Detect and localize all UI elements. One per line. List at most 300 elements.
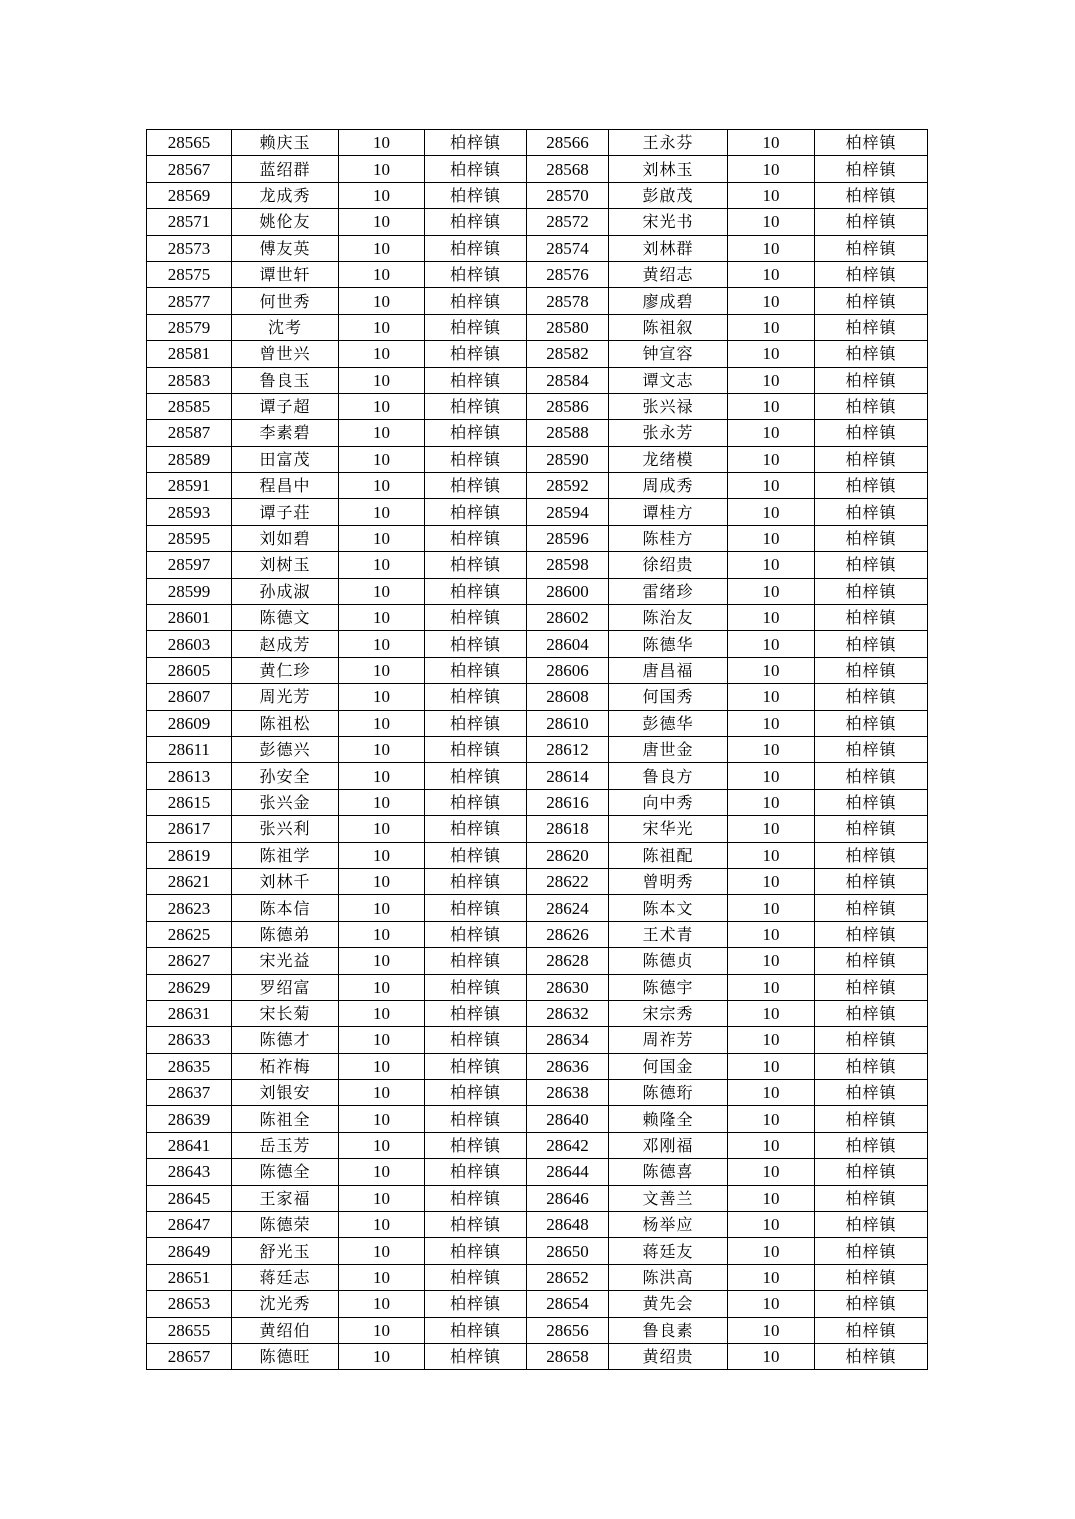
value-cell: 10: [339, 842, 425, 868]
value-cell: 10: [728, 1264, 815, 1290]
value-cell: 10: [728, 1343, 815, 1369]
value-cell: 10: [728, 789, 815, 815]
record-id-cell: 28610: [527, 710, 609, 736]
town-cell: 柏梓镇: [815, 1317, 928, 1343]
value-cell: 10: [728, 156, 815, 182]
value-cell: 10: [728, 314, 815, 340]
record-id-cell: 28623: [147, 895, 232, 921]
value-cell: 10: [339, 235, 425, 261]
record-id-cell: 28578: [527, 288, 609, 314]
record-id-cell: 28597: [147, 552, 232, 578]
table-row: [147, 763, 928, 789]
table-row: [147, 182, 928, 208]
town-cell: 柏梓镇: [815, 393, 928, 419]
value-cell: 10: [339, 1053, 425, 1079]
town-cell: 柏梓镇: [425, 393, 527, 419]
value-cell: 10: [728, 1000, 815, 1026]
record-id-cell: 28571: [147, 209, 232, 235]
value-cell: 10: [339, 261, 425, 287]
table-row: [147, 842, 928, 868]
person-name-cell: 孙成淑: [232, 578, 339, 604]
value-cell: 10: [339, 710, 425, 736]
person-name-cell: 何世秀: [232, 288, 339, 314]
value-cell: 10: [339, 341, 425, 367]
person-name-cell: 陈德喜: [609, 1159, 728, 1185]
table-row: [147, 130, 928, 156]
town-cell: 柏梓镇: [425, 816, 527, 842]
table-row: [147, 1264, 928, 1290]
table-row: [147, 1080, 928, 1106]
record-id-cell: 28607: [147, 684, 232, 710]
value-cell: 10: [728, 1159, 815, 1185]
value-cell: 10: [728, 710, 815, 736]
person-name-cell: 龙成秀: [232, 182, 339, 208]
record-id-cell: 28657: [147, 1343, 232, 1369]
table-row: [147, 1291, 928, 1317]
record-id-cell: 28593: [147, 499, 232, 525]
person-name-cell: 傅友英: [232, 235, 339, 261]
person-name-cell: 陈祖全: [232, 1106, 339, 1132]
value-cell: 10: [339, 446, 425, 472]
table-row: [147, 261, 928, 287]
record-id-cell: 28629: [147, 974, 232, 1000]
value-cell: 10: [339, 657, 425, 683]
table-row: [147, 1212, 928, 1238]
town-cell: 柏梓镇: [425, 763, 527, 789]
record-id-cell: 28627: [147, 948, 232, 974]
value-cell: 10: [728, 182, 815, 208]
record-id-cell: 28582: [527, 341, 609, 367]
town-cell: 柏梓镇: [815, 1291, 928, 1317]
record-id-cell: 28649: [147, 1238, 232, 1264]
table-row: [147, 605, 928, 631]
person-name-cell: 赖庆玉: [232, 130, 339, 156]
value-cell: 10: [728, 1080, 815, 1106]
value-cell: 10: [728, 631, 815, 657]
record-id-cell: 28626: [527, 921, 609, 947]
value-cell: 10: [339, 1027, 425, 1053]
record-id-cell: 28639: [147, 1106, 232, 1132]
town-cell: 柏梓镇: [425, 1053, 527, 1079]
value-cell: 10: [728, 552, 815, 578]
person-name-cell: 陈本信: [232, 895, 339, 921]
town-cell: 柏梓镇: [815, 1264, 928, 1290]
table-row: [147, 868, 928, 894]
value-cell: 10: [339, 1000, 425, 1026]
value-cell: 10: [339, 1159, 425, 1185]
record-id-cell: 28650: [527, 1238, 609, 1264]
person-name-cell: 陈德弟: [232, 921, 339, 947]
record-id-cell: 28633: [147, 1027, 232, 1053]
town-cell: 柏梓镇: [425, 552, 527, 578]
record-id-cell: 28590: [527, 446, 609, 472]
value-cell: 10: [728, 1212, 815, 1238]
town-cell: 柏梓镇: [815, 1053, 928, 1079]
record-id-cell: 28606: [527, 657, 609, 683]
person-name-cell: 彭德兴: [232, 736, 339, 762]
person-name-cell: 黄绍志: [609, 261, 728, 287]
town-cell: 柏梓镇: [425, 209, 527, 235]
value-cell: 10: [339, 1291, 425, 1317]
person-name-cell: 孙安全: [232, 763, 339, 789]
value-cell: 10: [339, 736, 425, 762]
table-row: [147, 1238, 928, 1264]
record-id-cell: 28598: [527, 552, 609, 578]
record-id-cell: 28644: [527, 1159, 609, 1185]
town-cell: 柏梓镇: [815, 1238, 928, 1264]
person-name-cell: 刘银安: [232, 1080, 339, 1106]
person-name-cell: 何国金: [609, 1053, 728, 1079]
roster-body: [147, 130, 928, 1370]
value-cell: 10: [728, 657, 815, 683]
record-id-cell: 28648: [527, 1212, 609, 1238]
town-cell: 柏梓镇: [425, 1343, 527, 1369]
town-cell: 柏梓镇: [425, 473, 527, 499]
table-row: [147, 420, 928, 446]
town-cell: 柏梓镇: [815, 235, 928, 261]
table-row: [147, 578, 928, 604]
table-row: [147, 552, 928, 578]
record-id-cell: 28587: [147, 420, 232, 446]
table-row: [147, 393, 928, 419]
person-name-cell: 向中秀: [609, 789, 728, 815]
town-cell: 柏梓镇: [815, 552, 928, 578]
town-cell: 柏梓镇: [425, 605, 527, 631]
person-name-cell: 王永芬: [609, 130, 728, 156]
record-id-cell: 28585: [147, 393, 232, 419]
town-cell: 柏梓镇: [815, 736, 928, 762]
town-cell: 柏梓镇: [815, 420, 928, 446]
person-name-cell: 谭世轩: [232, 261, 339, 287]
record-id-cell: 28643: [147, 1159, 232, 1185]
record-id-cell: 28631: [147, 1000, 232, 1026]
value-cell: 10: [339, 1106, 425, 1132]
record-id-cell: 28601: [147, 605, 232, 631]
town-cell: 柏梓镇: [425, 1317, 527, 1343]
town-cell: 柏梓镇: [815, 367, 928, 393]
record-id-cell: 28599: [147, 578, 232, 604]
value-cell: 10: [339, 1264, 425, 1290]
record-id-cell: 28570: [527, 182, 609, 208]
value-cell: 10: [339, 130, 425, 156]
town-cell: 柏梓镇: [425, 314, 527, 340]
record-id-cell: 28655: [147, 1317, 232, 1343]
table-row: [147, 1317, 928, 1343]
town-cell: 柏梓镇: [425, 948, 527, 974]
town-cell: 柏梓镇: [815, 895, 928, 921]
record-id-cell: 28621: [147, 868, 232, 894]
value-cell: 10: [728, 684, 815, 710]
person-name-cell: 宋华光: [609, 816, 728, 842]
record-id-cell: 28642: [527, 1132, 609, 1158]
person-name-cell: 黄先会: [609, 1291, 728, 1317]
person-name-cell: 陈德珩: [609, 1080, 728, 1106]
person-name-cell: 蒋廷友: [609, 1238, 728, 1264]
town-cell: 柏梓镇: [425, 420, 527, 446]
value-cell: 10: [728, 1317, 815, 1343]
town-cell: 柏梓镇: [815, 156, 928, 182]
person-name-cell: 文善兰: [609, 1185, 728, 1211]
value-cell: 10: [339, 974, 425, 1000]
value-cell: 10: [339, 1132, 425, 1158]
town-cell: 柏梓镇: [425, 1159, 527, 1185]
value-cell: 10: [339, 1317, 425, 1343]
value-cell: 10: [339, 552, 425, 578]
record-id-cell: 28645: [147, 1185, 232, 1211]
record-id-cell: 28577: [147, 288, 232, 314]
value-cell: 10: [728, 578, 815, 604]
town-cell: 柏梓镇: [815, 605, 928, 631]
table-row: [147, 948, 928, 974]
person-name-cell: 彭啟茂: [609, 182, 728, 208]
town-cell: 柏梓镇: [425, 499, 527, 525]
person-name-cell: 宋宗秀: [609, 1000, 728, 1026]
value-cell: 10: [728, 261, 815, 287]
town-cell: 柏梓镇: [425, 842, 527, 868]
town-cell: 柏梓镇: [815, 842, 928, 868]
table-row: [147, 816, 928, 842]
person-name-cell: 陈祖叙: [609, 314, 728, 340]
value-cell: 10: [728, 1053, 815, 1079]
table-row: [147, 525, 928, 551]
record-id-cell: 28641: [147, 1132, 232, 1158]
record-id-cell: 28605: [147, 657, 232, 683]
value-cell: 10: [339, 314, 425, 340]
town-cell: 柏梓镇: [815, 1132, 928, 1158]
value-cell: 10: [728, 341, 815, 367]
person-name-cell: 陈祖松: [232, 710, 339, 736]
table-row: [147, 156, 928, 182]
value-cell: 10: [339, 525, 425, 551]
value-cell: 10: [728, 499, 815, 525]
town-cell: 柏梓镇: [425, 446, 527, 472]
town-cell: 柏梓镇: [815, 974, 928, 1000]
town-cell: 柏梓镇: [425, 1238, 527, 1264]
town-cell: 柏梓镇: [425, 1132, 527, 1158]
record-id-cell: 28620: [527, 842, 609, 868]
record-id-cell: 28589: [147, 446, 232, 472]
value-cell: 10: [728, 1291, 815, 1317]
value-cell: 10: [339, 1212, 425, 1238]
record-id-cell: 28580: [527, 314, 609, 340]
value-cell: 10: [339, 499, 425, 525]
town-cell: 柏梓镇: [815, 446, 928, 472]
person-name-cell: 鲁良方: [609, 763, 728, 789]
record-id-cell: 28615: [147, 789, 232, 815]
person-name-cell: 刘树玉: [232, 552, 339, 578]
person-name-cell: 鲁良素: [609, 1317, 728, 1343]
town-cell: 柏梓镇: [425, 341, 527, 367]
town-cell: 柏梓镇: [815, 341, 928, 367]
value-cell: 10: [339, 1185, 425, 1211]
value-cell: 10: [728, 842, 815, 868]
record-id-cell: 28636: [527, 1053, 609, 1079]
town-cell: 柏梓镇: [425, 367, 527, 393]
value-cell: 10: [339, 1238, 425, 1264]
record-id-cell: 28618: [527, 816, 609, 842]
value-cell: 10: [728, 446, 815, 472]
person-name-cell: 谭子超: [232, 393, 339, 419]
record-id-cell: 28632: [527, 1000, 609, 1026]
town-cell: 柏梓镇: [815, 710, 928, 736]
value-cell: 10: [728, 1238, 815, 1264]
value-cell: 10: [728, 1106, 815, 1132]
person-name-cell: 罗绍富: [232, 974, 339, 1000]
town-cell: 柏梓镇: [815, 473, 928, 499]
record-id-cell: 28651: [147, 1264, 232, 1290]
value-cell: 10: [339, 684, 425, 710]
person-name-cell: 陈洪高: [609, 1264, 728, 1290]
person-name-cell: 姚伦友: [232, 209, 339, 235]
table-row: [147, 499, 928, 525]
value-cell: 10: [728, 130, 815, 156]
person-name-cell: 田富茂: [232, 446, 339, 472]
value-cell: 10: [728, 868, 815, 894]
table-row: [147, 631, 928, 657]
town-cell: 柏梓镇: [815, 1106, 928, 1132]
town-cell: 柏梓镇: [815, 948, 928, 974]
person-name-cell: 刘林群: [609, 235, 728, 261]
town-cell: 柏梓镇: [425, 736, 527, 762]
value-cell: 10: [728, 235, 815, 261]
record-id-cell: 28604: [527, 631, 609, 657]
town-cell: 柏梓镇: [815, 499, 928, 525]
table-row: [147, 446, 928, 472]
value-cell: 10: [339, 631, 425, 657]
town-cell: 柏梓镇: [815, 789, 928, 815]
value-cell: 10: [728, 605, 815, 631]
person-name-cell: 唐世金: [609, 736, 728, 762]
value-cell: 10: [728, 974, 815, 1000]
table-row: [147, 710, 928, 736]
town-cell: 柏梓镇: [425, 1080, 527, 1106]
record-id-cell: 28640: [527, 1106, 609, 1132]
town-cell: 柏梓镇: [815, 261, 928, 287]
town-cell: 柏梓镇: [815, 182, 928, 208]
record-id-cell: 28616: [527, 789, 609, 815]
record-id-cell: 28625: [147, 921, 232, 947]
value-cell: 10: [339, 420, 425, 446]
person-name-cell: 张永芳: [609, 420, 728, 446]
person-name-cell: 廖成碧: [609, 288, 728, 314]
person-name-cell: 陈祖配: [609, 842, 728, 868]
person-name-cell: 陈桂方: [609, 525, 728, 551]
value-cell: 10: [728, 525, 815, 551]
person-name-cell: 李素碧: [232, 420, 339, 446]
record-id-cell: 28622: [527, 868, 609, 894]
record-id-cell: 28567: [147, 156, 232, 182]
person-name-cell: 谭桂方: [609, 499, 728, 525]
record-id-cell: 28653: [147, 1291, 232, 1317]
person-name-cell: 龙绪模: [609, 446, 728, 472]
table-row: [147, 1053, 928, 1079]
value-cell: 10: [728, 816, 815, 842]
person-name-cell: 黄绍伯: [232, 1317, 339, 1343]
person-name-cell: 陈治友: [609, 605, 728, 631]
record-id-cell: 28596: [527, 525, 609, 551]
person-name-cell: 邓刚福: [609, 1132, 728, 1158]
town-cell: 柏梓镇: [425, 1000, 527, 1026]
town-cell: 柏梓镇: [815, 1080, 928, 1106]
value-cell: 10: [339, 868, 425, 894]
person-name-cell: 周光芳: [232, 684, 339, 710]
value-cell: 10: [728, 367, 815, 393]
person-name-cell: 何国秀: [609, 684, 728, 710]
record-id-cell: 28635: [147, 1053, 232, 1079]
record-id-cell: 28572: [527, 209, 609, 235]
town-cell: 柏梓镇: [425, 1291, 527, 1317]
person-name-cell: 陈德贞: [609, 948, 728, 974]
table-row: [147, 288, 928, 314]
record-id-cell: 28611: [147, 736, 232, 762]
person-name-cell: 赵成芳: [232, 631, 339, 657]
person-name-cell: 王家福: [232, 1185, 339, 1211]
person-name-cell: 柘祚梅: [232, 1053, 339, 1079]
table-row: [147, 684, 928, 710]
table-row: [147, 1343, 928, 1369]
town-cell: 柏梓镇: [815, 578, 928, 604]
person-name-cell: 陈德荣: [232, 1212, 339, 1238]
town-cell: 柏梓镇: [815, 1000, 928, 1026]
person-name-cell: 谭文志: [609, 367, 728, 393]
town-cell: 柏梓镇: [425, 1264, 527, 1290]
value-cell: 10: [728, 288, 815, 314]
town-cell: 柏梓镇: [815, 1185, 928, 1211]
record-id-cell: 28612: [527, 736, 609, 762]
value-cell: 10: [339, 209, 425, 235]
record-id-cell: 28654: [527, 1291, 609, 1317]
person-name-cell: 鲁良玉: [232, 367, 339, 393]
record-id-cell: 28656: [527, 1317, 609, 1343]
record-id-cell: 28569: [147, 182, 232, 208]
town-cell: 柏梓镇: [425, 235, 527, 261]
town-cell: 柏梓镇: [815, 657, 928, 683]
record-id-cell: 28588: [527, 420, 609, 446]
value-cell: 10: [339, 948, 425, 974]
value-cell: 10: [339, 156, 425, 182]
value-cell: 10: [339, 182, 425, 208]
table-row: [147, 1027, 928, 1053]
record-id-cell: 28628: [527, 948, 609, 974]
person-name-cell: 黄仁珍: [232, 657, 339, 683]
person-name-cell: 刘林玉: [609, 156, 728, 182]
table-row: [147, 1159, 928, 1185]
person-name-cell: 徐绍贵: [609, 552, 728, 578]
person-name-cell: 刘如碧: [232, 525, 339, 551]
table-row: [147, 341, 928, 367]
table-row: [147, 1132, 928, 1158]
person-name-cell: 周祚芳: [609, 1027, 728, 1053]
person-name-cell: 刘林千: [232, 868, 339, 894]
town-cell: 柏梓镇: [815, 209, 928, 235]
record-id-cell: 28574: [527, 235, 609, 261]
record-id-cell: 28647: [147, 1212, 232, 1238]
table-row: [147, 921, 928, 947]
record-id-cell: 28614: [527, 763, 609, 789]
table-row: [147, 657, 928, 683]
value-cell: 10: [339, 789, 425, 815]
town-cell: 柏梓镇: [815, 1212, 928, 1238]
town-cell: 柏梓镇: [425, 525, 527, 551]
record-id-cell: 28652: [527, 1264, 609, 1290]
town-cell: 柏梓镇: [425, 288, 527, 314]
record-id-cell: 28609: [147, 710, 232, 736]
town-cell: 柏梓镇: [425, 182, 527, 208]
town-cell: 柏梓镇: [425, 657, 527, 683]
record-id-cell: 28566: [527, 130, 609, 156]
record-id-cell: 28600: [527, 578, 609, 604]
town-cell: 柏梓镇: [425, 261, 527, 287]
